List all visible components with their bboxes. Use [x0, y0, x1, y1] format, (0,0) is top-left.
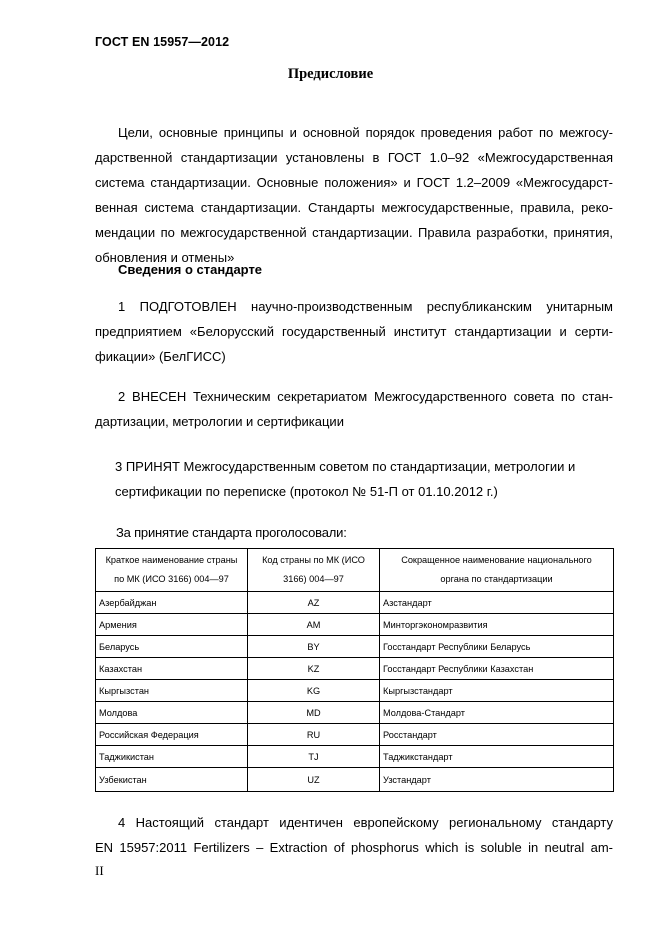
code-cell: BY [248, 636, 380, 658]
item-line: 4 Настоящий стандарт идентичен европейскому региональному стандарту [118, 815, 613, 830]
standard-code-header: ГОСТ EN 15957—2012 [95, 35, 230, 49]
column-header-body: Сокращенное наименование национального органа по стандартизации [380, 549, 614, 592]
code-cell: KG [248, 680, 380, 702]
table-row [96, 724, 614, 746]
code-cell: TJ [248, 746, 380, 768]
country-cell: Кыргызстан [96, 680, 248, 702]
body-cell: Таджикстандарт [380, 746, 614, 768]
item-line: 2 ВНЕСЕН Техническим секретариатом Межгосударственного совета по стан- [118, 389, 613, 404]
voting-countries-table [95, 548, 614, 792]
column-header-country: Краткое наименование страны по МК (ИСО 3166) 004—97 [96, 549, 248, 592]
body-cell: Госстандарт Республики Беларусь [380, 636, 614, 658]
country-cell: Таджикистан [96, 746, 248, 768]
body-cell: Узстандарт [380, 768, 614, 792]
intro-line: система стандартизации. Основные положения» и ГОСТ 1.2–2009 «Межгосударст- [95, 175, 613, 190]
page-title: Предисловие [287, 66, 374, 82]
intro-paragraph [95, 120, 613, 270]
item-line: сертификации по переписке (протокол № 51-П от 01.10.2012 г.) [115, 484, 498, 499]
item-line: дартизации, метрологии и сертификации [95, 414, 344, 429]
country-cell: Российская Федерация [96, 724, 248, 746]
code-cell: MD [248, 702, 380, 724]
body-cell: Кыргызстандарт [380, 680, 614, 702]
body-cell: Госстандарт Республики Казахстан [380, 658, 614, 680]
table-row [96, 658, 614, 680]
item-line: EN 15957:2011 Fertilizers – Extraction of phosphorus which is soluble in neutral am- [95, 840, 613, 855]
standard-info-heading: Сведения о стандарте [118, 262, 263, 277]
item-line: предприятием «Белорусский государственный институт стандартизации и серти- [95, 324, 613, 339]
page-number: II [95, 863, 104, 878]
body-cell: Азстандарт [380, 592, 614, 614]
body-cell: Минторгэкономразвития [380, 614, 614, 636]
intro-line: Цели, основные принципы и основной порядок проведения работ по межгосу- [118, 125, 613, 140]
body-cell: Молдова-Стандарт [380, 702, 614, 724]
code-cell: AZ [248, 592, 380, 614]
item-line: 3 ПРИНЯТ Межгосударственным советом по стандартизации, метрологии и [115, 459, 576, 474]
item-adopted [95, 454, 613, 504]
item-line: фикации» (БелГИСС) [95, 349, 226, 364]
intro-line: мендации по межгосударственной стандартизации. Правила разработки, принятия, [95, 225, 613, 240]
country-cell: Узбекистан [96, 768, 248, 792]
table-row [96, 592, 614, 614]
table-row [96, 702, 614, 724]
intro-line: дарственной стандартизации установлены в ГОСТ 1.0–92 «Межгосударственная [95, 150, 613, 165]
country-cell: Казахстан [96, 658, 248, 680]
item-prepared [95, 294, 613, 369]
table-row [96, 768, 614, 792]
table-row [96, 680, 614, 702]
code-cell: RU [248, 724, 380, 746]
body-cell: Росстандарт [380, 724, 614, 746]
table-header-row [96, 549, 614, 592]
column-header-code: Код страны по МК (ИСО 3166) 004—97 [248, 549, 380, 592]
country-cell: Азербайджан [96, 592, 248, 614]
code-cell: UZ [248, 768, 380, 792]
table-row [96, 636, 614, 658]
country-cell: Молдова [96, 702, 248, 724]
table-row [96, 614, 614, 636]
item-introduced [95, 384, 613, 434]
intro-line: обновления и отмены» [95, 250, 235, 265]
country-cell: Беларусь [96, 636, 248, 658]
table-caption: За принятие стандарта проголосовали: [116, 525, 347, 540]
intro-line: венная система стандартизации. Стандарты межгосударственные, правила, реко- [95, 200, 613, 215]
item-identical [95, 810, 613, 860]
country-cell: Армения [96, 614, 248, 636]
table-row [96, 746, 614, 768]
item-line: 1 ПОДГОТОВЛЕН научно-производственным республиканским унитарным [118, 299, 613, 314]
code-cell: AM [248, 614, 380, 636]
code-cell: KZ [248, 658, 380, 680]
